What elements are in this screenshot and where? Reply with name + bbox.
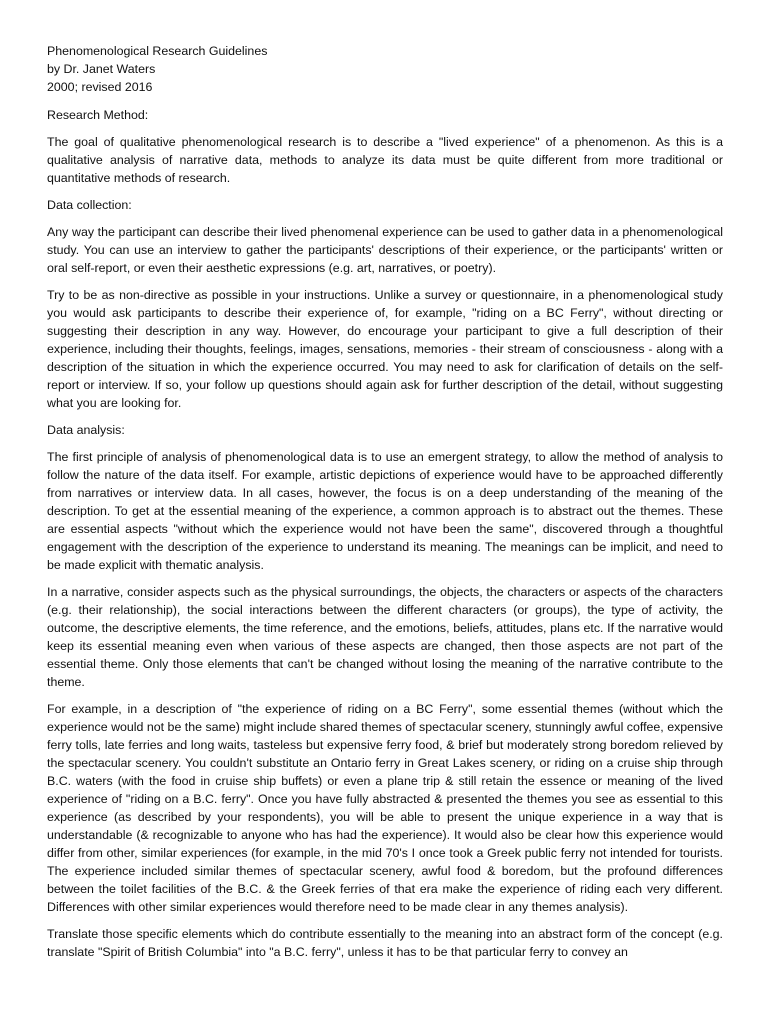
document-title: Phenomenological Research Guidelines (47, 44, 268, 58)
paragraph-data-analysis-1: The first principle of analysis of phenomenological data is to use an emergent strategy, to allow the method of analysis to follow the nature of the data itself. For example, artistic depictions of experience would have to be approached differently from narratives or interview data. In all cases, however, the focus is on a deep understanding of the meaning of the description. To get at the essential meaning of the experience, a common approach is to abstract out the themes. These are essential aspects "without which the experience would not have been the same", discovered through a thoughtful engagement with the description of the experience to understand its meaning. The meanings can be implicit, and need to be made explicit with thematic analysis. (47, 450, 723, 572)
section-heading-research-method: Research Method: (47, 108, 149, 122)
document-author: by Dr. Janet Waters (47, 62, 156, 76)
paragraph-data-collection-2: Try to be as non-directive as possible in your instructions. Unlike a survey or questionnaire, in a phenomenological study you would ask participants to describe their experience of, for example, "riding on a BC Ferry", without directing or suggesting their description in any way. However, do encourage your participant to give a full description of their experience, including their thoughts, feelings, images, sensations, memories - their stream of consciousness - along with a description of the situation in which the experience occurred. You may need to ask for clarification of details on the self-report or interview. If so, your follow up questions should again ask for further description of the detail, without suggesting what you are looking for. (47, 288, 723, 410)
section-heading-data-collection: Data collection: (47, 198, 132, 212)
paragraph-data-analysis-3: For example, in a description of "the experience of riding on a BC Ferry", some essential themes (without which the experience would not be the same) might include shared themes of spectacular scenery, stunningly awful coffee, expensive ferry tolls, late ferries and long waits, tasteless but expensive ferry food, & brief but moderately strong boredom relieved by the spectacular scenery. You couldn't substitute an Ontario ferry in Great Lakes scenery, or riding on a cruise ship through B.C. waters (with the food in cruise ship buffets) or even a plane trip & still retain the essence or meaning of the lived experience of "riding on a B.C. ferry". Once you have fully abstracted & presented the themes you see as essential to this experience (as described by your respondents), you will be able to present the unique experience in a way that is understandable (& recognizable to anyone who has had the experience). It would also be clear how this experience would differ from other, similar experiences (for example, in the mid 70's I once took a Greek public ferry not intended for tourists. The experience included similar themes of spectacular scenery, awful food & boredom, but the profound differences between the toilet facilities of the B.C. & the Greek ferries of that era make the experience of riding each very different. Differences with other similar experiences would therefore need to be made clear in any themes analysis). (47, 702, 723, 914)
paragraph-data-collection-1: Any way the participant can describe their lived phenomenal experience can be used to gather data in a phenomenological study. You can use an interview to gather the participants' descriptions of their experience, or the participants' written or oral self-report, or even their aesthetic expressions (e.g. art, narratives, or poetry). (47, 225, 723, 275)
paragraph-research-method: The goal of qualitative phenomenological research is to describe a "lived experience" of a phenomenon. As this is a qualitative analysis of narrative data, methods to analyze its data must be quite different from more traditional or quantitative methods of research. (47, 135, 723, 185)
paragraph-data-analysis-4: Translate those specific elements which do contribute essentially to the meaning into an abstract form of the concept (e.g. translate "Spirit of British Columbia" into "a B.C. ferry", unless it has to be that particular ferry to convey an (47, 927, 723, 959)
document-page (47, 42, 723, 970)
document-header (47, 42, 723, 96)
document-date: 2000; revised 2016 (47, 80, 153, 94)
section-heading-data-analysis: Data analysis: (47, 423, 125, 437)
paragraph-data-analysis-2: In a narrative, consider aspects such as the physical surroundings, the objects, the characters or aspects of the characters (e.g. their relationship), the social interactions between the different characters (or groups), the type of activity, the outcome, the descriptive elements, the time reference, and the emotions, beliefs, attitudes, plans etc. If the narrative would keep its essential meaning even when various of these aspects are changed, then those aspects are not part of the essential theme. Only those elements that can't be changed without losing the meaning of the narrative contribute to the theme. (47, 585, 723, 689)
